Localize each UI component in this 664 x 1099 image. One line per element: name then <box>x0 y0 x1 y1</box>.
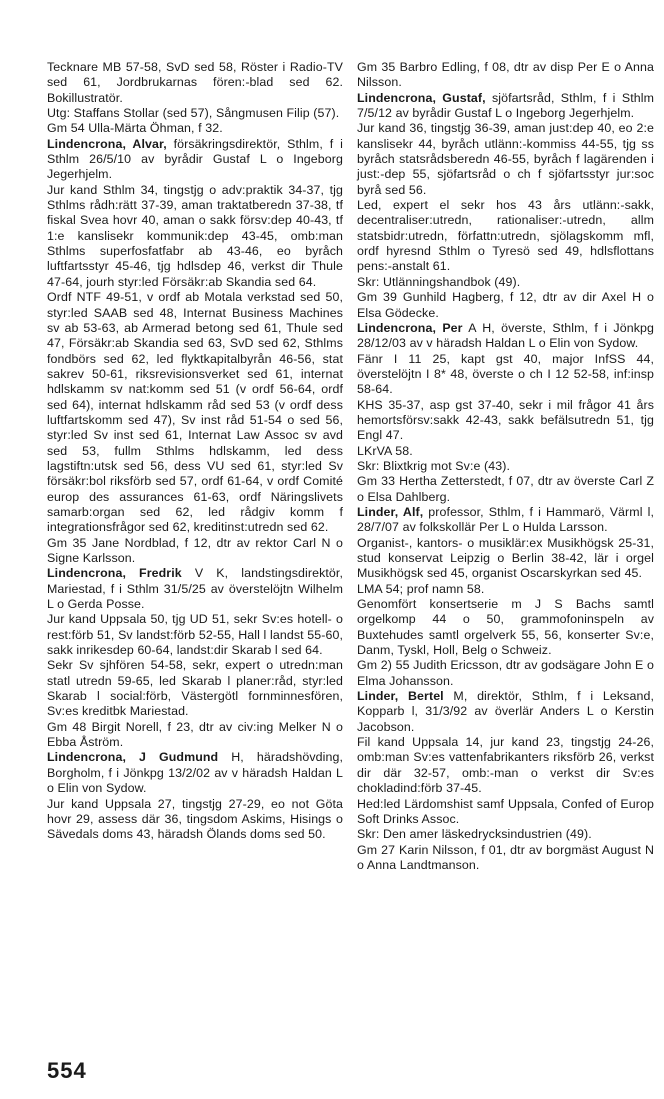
entry-heading <box>47 750 343 796</box>
biography-entry <box>357 505 654 689</box>
page-number: 554 <box>47 1058 87 1083</box>
entry-summary: A H, överste, Sthlm, f i Jönkpg 28/12/03 av v häradsh Haldan L o Elin von Sydow. <box>357 320 654 351</box>
biography-entry <box>47 566 343 750</box>
left-column <box>47 60 343 843</box>
biography-entry <box>357 60 654 91</box>
person-name: Lindencrona, Alvar, <box>47 136 167 151</box>
entry-heading <box>47 566 343 612</box>
person-name: Linder, Alf, <box>357 504 424 519</box>
entry-paragraph: Jur kand Uppsala 50, tjg UD 51, sekr Sv:es hotell- o rest:förb 51, Sv landst:förb 52-55, Hall l landst 55-60, sakk inrikesdep 60-64, landst:dir Skarab l sed 64. <box>47 612 343 658</box>
person-name: Lindencrona, Fredrik <box>47 566 182 581</box>
entry-paragraph: Gm 54 Ulla-Märta Öhman, f 32. <box>47 121 223 136</box>
entry-heading <box>357 505 654 536</box>
entry-paragraph: Tecknare MB 57-58, SvD sed 58, Röster i Radio-TV sed 61, Jordbrukarnas fören:-blad sed 62. Bokillustratör. <box>47 60 343 105</box>
entry-paragraph: Skr: Blixtkrig mot Sv:e (43). <box>357 458 510 473</box>
entry-summary: sjöfartsråd, Sthlm, f i Sthlm 7/5/12 av byrådir Gustaf L o Ingeborg Jegerhjelm. <box>357 90 654 121</box>
entry-paragraph: Gm 27 Karin Nilsson, f 01, dtr av borgmäst August N o Anna Landtmanson. <box>357 842 654 872</box>
entry-summary: M, direktör, Sthlm, f i Leksand, Kopparb l, 31/3/92 av överlär Anders L o Kerstin Jacobson. <box>357 689 654 734</box>
biography-entry <box>357 91 654 321</box>
biography-entry <box>47 750 343 842</box>
entry-paragraph: Gm 33 Hertha Zetterstedt, f 07, dtr av överste Carl Z o Elsa Dahlberg. <box>357 474 654 504</box>
entry-summary: H, häradshövding, Borgholm, f i Jönkpg 13/2/02 av v häradsh Haldan L o Elin von Sydow. <box>47 750 343 796</box>
entry-paragraph: Jur kand 36, tingstjg 36-39, aman just:dep 40, eo 2:e kanslisekr 44, byråch utlänn:-kommiss 44-55, tjg ss byråch statsrådsberedn 46-55, byråch f lagärenden i just:-dep 55, sjöfartsråd o ch f sjöfartsstyr jur:soc byrå sed 56. <box>357 121 654 197</box>
entry-summary: försäkringsdirektör, Sthlm, f i Sthlm 26/5/10 av byrådir Gustaf L o Ingeborg Jegerhjelm. <box>47 136 343 182</box>
right-column <box>357 60 654 873</box>
entry-paragraph: Skr: Utlänningshandbok (49). <box>357 274 521 289</box>
entry-paragraph: Gm 35 Barbro Edling, f 08, dtr av disp Per E o Anna Nilsson. <box>357 60 654 90</box>
entry-paragraph: Gm 2) 55 Judith Ericsson, dtr av godsägare John E o Elma Johansson. <box>357 658 654 688</box>
biography-entry <box>47 137 343 567</box>
entry-paragraph: Fil kand Uppsala 14, jur kand 23, tingstjg 24-26, omb:man Sv:es vattenfabrikanters riksförb 26, verkst dir där 32-57, omb:-man o verkst dir Sv:es chokladind:förb 37-45. <box>357 735 654 796</box>
entry-paragraph: Sekr Sv sjhfören 54-58, sekr, expert o utredn:man statl utredn 59-65, led Skarab l planer:råd, styr:led Skarab l social:förb, Västergötl fornminnesfören, Sv:es kreditbk Mariestad. <box>47 658 343 719</box>
entry-paragraph: LMA 54; prof namn 58. <box>357 581 485 596</box>
entry-heading <box>357 321 654 352</box>
biography-entry <box>47 60 343 137</box>
person-name: Lindencrona, Per <box>357 320 463 335</box>
entry-paragraph: Gm 35 Jane Nordblad, f 12, dtr av rektor Carl N o Signe Karlsson. <box>47 535 343 565</box>
person-name: Lindencrona, J Gudmund <box>47 750 219 765</box>
entry-paragraph: Organist-, kantors- o musiklär:ex Musikhögsk 25-31, stud konservat Leipzig o Berlin 38-42, lär i orgel Musikhögsk sed 45, organist Oscarskyrkan sed 45. <box>357 535 654 581</box>
entry-heading <box>357 689 654 735</box>
entry-paragraph: Hed:led Lärdomshist samf Uppsala, Confed of Europ Soft Drinks Assoc. <box>357 796 654 826</box>
entry-paragraph: Skr: Den amer läskedrycksindustrien (49). <box>357 827 592 842</box>
person-name: Lindencrona, Gustaf, <box>357 90 486 105</box>
entry-paragraph: Jur kand Sthlm 34, tingstjg o adv:praktik 34-37, tjg Sthlms rådh:rätt 37-39, aman traktatberedn 37-38, tf fiskal Svea hovr 40, aman o sakk försv:dep 40-43, tf 1:e kanslisekr kommunik:dep 43-45, omb:man Sthlms superfosfatfabr ab 43-46, eo byråch luftfartsstyr 45-46, tjg hdlsdep 46, verkst dir Thule 47-64, jourh styr:led Försäkr:ab Skandia sed 64. <box>47 182 343 289</box>
entry-summary: professor, Sthlm, f i Hammarö, Värml l, 28/7/07 av folkskollär Per L o Hulda Larsson. <box>357 504 654 535</box>
entry-paragraph: Gm 39 Gunhild Hagberg, f 12, dtr av dir Axel H o Elsa Gödecke. <box>357 290 654 320</box>
biography-entry <box>357 321 654 505</box>
entry-paragraph: KHS 35-37, asp gst 37-40, sekr i mil frågor 41 års hemortsförsv:sakk 42-43, sakk befälsutredn 51, tjg Engl 47. <box>357 397 654 443</box>
entry-paragraph: LKrVA 58. <box>357 443 413 458</box>
entry-paragraph: Ordf NTF 49-51, v ordf ab Motala verkstad sed 50, styr:led SAAB sed 48, Internat Business Machines sv ab 53-63, ab Armerad betong sed 61, Thule sed 47, Försäkr:ab Skandia sed 63, SvD sed 62, Sthlms fondbörs sed 62, led flyktkapitalbyrån 46-56, stat sakrev 50-61, riksrevisionsverket sed 61, internat hdlskamm sv nat:komm sed 51 (v ordf 56-64, ordf sed 64), internat hdlskamm råd sed 53 (v ordf dess luftfartskomm sed 47), Sv inst råd 51-54 o sed 56, styr:led Sv inst sed 61, Internat Law Assoc sv avd sed 53, fullm Sthlms hdlskamm, led dess lagstiftn:utsk sed 56, dess VU sed 61, styr:led Sv försäkr:bol riksförb sed 57, ordf 61-64, v ordf Comité europ des assurances 61-63, ordf Näringslivets samarb:organ sed 62, led rådgiv komm f integrationsfrågor sed 62, kreditinst:utredn sed 62. <box>47 290 343 535</box>
entry-paragraph: Utg: Staffans Stollar (sed 57), Sångmusen Filip (57). <box>47 106 340 121</box>
entry-paragraph: Led, expert el sekr hos 43 års utlänn:-sakk, decentraliser:utredn, rationaliser:-utredn, allm statsbidr:utredn, författn:utredn, sjölagskomm mfl, ordf hyresnd Sthlm o Tyresö sed 49, hdlsflottans pens:-anstalt 61. <box>357 198 654 274</box>
entry-paragraph: Genomfört konsertserie m J S Bachs samtl orgelkomp 44 o 50, grammofoninspeln av Buxtehudes samtl orgelverk 55, 56, konserter Sv:e, Danm, Tyskl, Holl, Belg o Schweiz. <box>357 597 654 658</box>
entry-paragraph: Gm 48 Birgit Norell, f 23, dtr av civ:ing Melker N o Ebba Åström. <box>47 719 343 750</box>
entry-paragraph: Jur kand Uppsala 27, tingstjg 27-29, eo not Göta hovr 29, assess där 36, tingsdom Askims, Hisings o Sävedals doms 43, häradsh Ölands doms sed 50. <box>47 796 343 842</box>
person-name: Linder, Bertel <box>357 689 444 704</box>
entry-heading <box>357 91 654 122</box>
entry-heading <box>47 137 343 183</box>
entry-paragraph: Fänr I 11 25, kapt gst 40, major InfSS 44, överstelöjtn I 8* 48, överste o ch I 12 52-58, inf:insp 58-64. <box>357 351 654 397</box>
biography-entry <box>357 689 654 873</box>
entry-summary: V K, landstingsdirektör, Mariestad, f i Sthlm 31/5/25 av överstelöjtn Wilhelm L o Gerda Posse. <box>47 566 343 612</box>
